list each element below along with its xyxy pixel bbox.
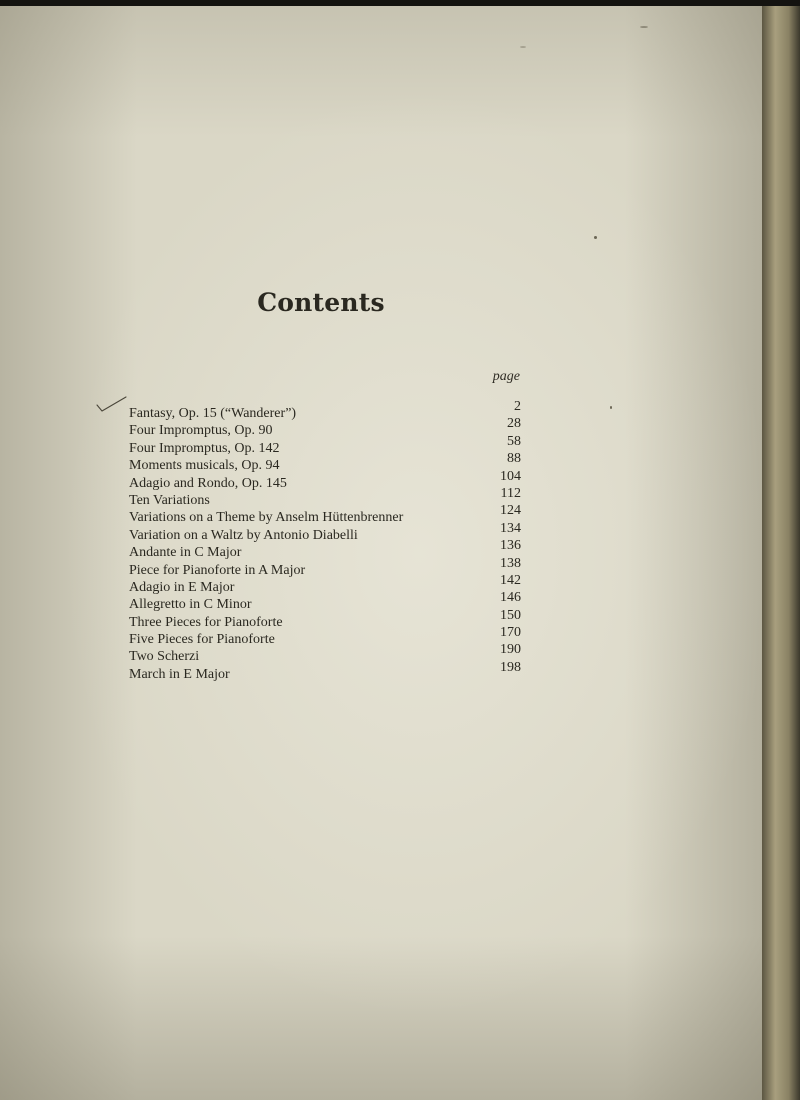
entry-title: Fantasy, Op. 15 (“Wanderer”) xyxy=(129,406,297,421)
entry-page-number: 198 xyxy=(500,659,521,675)
page-title: Contents xyxy=(257,288,385,317)
contents-entry xyxy=(129,520,521,543)
contents-entry xyxy=(129,590,521,613)
entry-title: Two Scherzi xyxy=(129,649,200,665)
entry-page-number: 142 xyxy=(500,572,521,588)
entry-page-number: 2 xyxy=(514,399,521,414)
entry-title: Variations on a Theme by Anselm Hüttenbrenner xyxy=(129,510,404,526)
contents-list xyxy=(129,399,521,682)
contents-entry xyxy=(129,555,521,578)
pencil-checkmark-icon xyxy=(96,396,128,418)
contents-entry xyxy=(129,399,521,421)
contents-entry xyxy=(129,659,521,682)
contents-entry xyxy=(129,642,521,665)
contents-entry xyxy=(129,607,521,630)
entry-title: Adagio and Rondo, Op. 145 xyxy=(129,475,287,491)
entry-page-number: 28 xyxy=(507,416,521,432)
contents-entry xyxy=(129,451,521,474)
paper-speck xyxy=(610,406,612,409)
entry-title: Four Impromptus, Op. 142 xyxy=(129,440,280,456)
entry-page-number: 150 xyxy=(500,607,521,623)
entry-title: Adagio in E Major xyxy=(129,579,235,595)
entry-page-number: 136 xyxy=(500,538,521,554)
entry-page-number: 170 xyxy=(500,625,521,641)
entry-title: Piece for Pianoforte in A Major xyxy=(129,562,306,578)
paper-speck xyxy=(640,26,648,28)
entry-title: March in E Major xyxy=(129,666,230,682)
entry-page-number: 124 xyxy=(500,503,521,519)
contents-entry xyxy=(129,572,521,595)
entry-title: Ten Variations xyxy=(129,492,210,508)
paper-speck xyxy=(520,46,526,48)
entry-title: Three Pieces for Pianoforte xyxy=(129,614,283,630)
entry-page-number: 112 xyxy=(500,485,521,501)
paper-speck xyxy=(594,236,597,239)
entry-page-number: 138 xyxy=(500,555,521,571)
book-page xyxy=(0,6,762,1100)
contents-entry xyxy=(129,468,521,491)
entry-page-number: 190 xyxy=(500,642,521,658)
contents-entry xyxy=(129,433,521,456)
entry-title: Four Impromptus, Op. 90 xyxy=(129,423,273,439)
entry-title: Variation on a Waltz by Antonio Diabelli xyxy=(129,527,358,543)
entry-page-number: 146 xyxy=(500,590,521,606)
entry-title: Five Pieces for Pianoforte xyxy=(129,632,275,648)
entry-page-number: 104 xyxy=(500,468,521,484)
contents-entry xyxy=(129,538,521,561)
entry-page-number: 134 xyxy=(500,520,521,536)
contents-entry xyxy=(129,485,521,508)
entry-title: Moments musicals, Op. 94 xyxy=(129,458,280,474)
page-column-heading: page xyxy=(492,369,520,384)
contents-entry xyxy=(129,416,521,439)
contents-entry xyxy=(129,503,521,526)
entry-page-number: 88 xyxy=(507,451,521,467)
entry-title: Andante in C Major xyxy=(129,545,242,561)
contents-entry xyxy=(129,625,521,648)
entry-title: Allegretto in C Minor xyxy=(129,597,252,613)
book-edge xyxy=(762,6,800,1100)
entry-page-number: 58 xyxy=(507,433,521,449)
